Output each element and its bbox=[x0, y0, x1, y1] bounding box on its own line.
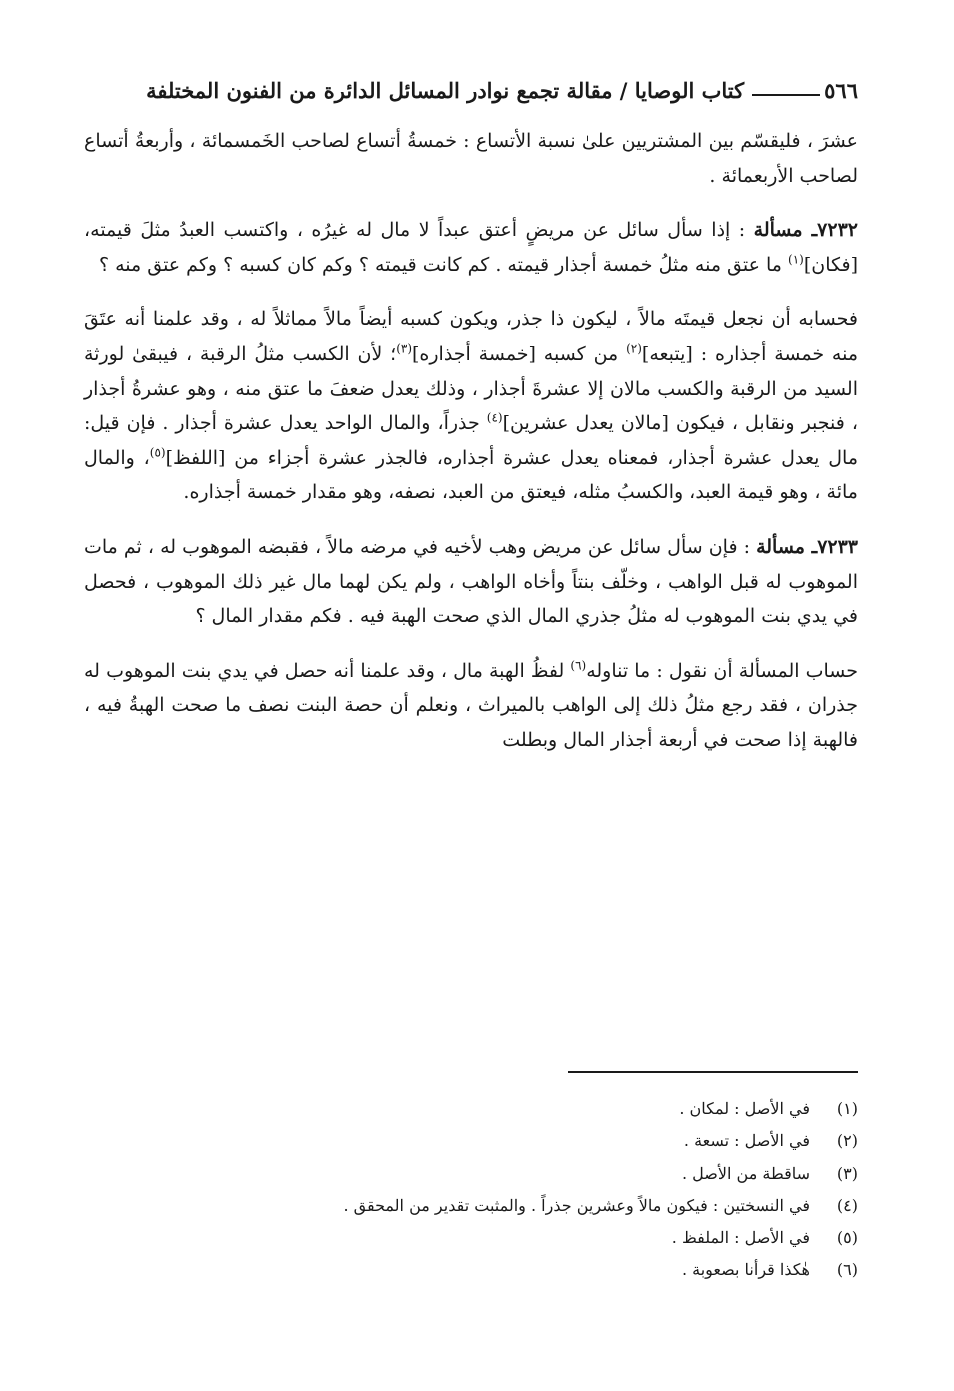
paragraph-solution-7232 bbox=[84, 302, 858, 510]
footnote-text: في النسختين : فيكون مالاً وعشرين جذراً . والمثبت تقدير من المحقق . bbox=[343, 1195, 810, 1215]
issue-number: ٧٢٣٣ـ مسألة bbox=[756, 535, 859, 558]
footnotes-list bbox=[84, 1093, 858, 1287]
footnote-ref: (٥) bbox=[149, 445, 166, 460]
paragraph-text: ما عتق منه مثلُ خمسة أجذار قيمته . كم كانت قيمته ؟ وكم كان كسبه ؟ وكم عتق منه ؟ bbox=[98, 253, 789, 276]
paragraph-text: فحسابه أن نجعل قيمتَه مالاً ، ليكون ذا جذر، ويكون كسبه أيضاً مالاً مماثلاً له ، وقد علمنا أنه عتَقَ منه خمسة أجذاره : [يتبعه] bbox=[84, 308, 859, 365]
footnote-item bbox=[84, 1254, 858, 1286]
footnote-ref: (٦) bbox=[570, 658, 587, 673]
footnote-number: (٤) bbox=[836, 1195, 858, 1215]
footnote-ref: (٢) bbox=[626, 341, 642, 356]
footnote-item bbox=[84, 1158, 858, 1190]
footnote-text: ساقطة من الأصل . bbox=[682, 1163, 810, 1183]
page-number: ٥٦٦ bbox=[824, 78, 858, 103]
footnote-number: (١) bbox=[836, 1099, 858, 1118]
paragraph-text: عشرَ ، فليقسّم بين المشتريين علىٰ نسبة الأتساع : خمسةُ أتساع لصاحب الخَمسمائة ، وأربعةُ أتساع لصاحب الأربعمائة . bbox=[84, 130, 858, 187]
issue-number: ٧٢٣٢ـ مسألة bbox=[753, 219, 858, 242]
footnote-number: (٢) bbox=[836, 1131, 858, 1151]
paragraph-text: لفظُ الهبة مال ، وقد علمنا أنه حصل في يدي بنت الموهوب له جذران ، فقد رجع مثلُ ذلك إلى الواهب بالميراث ، ونعلم أن حصة البنت نصف ما صحت الهبةُ فيه ، فالهبة إذا صحت في أربعة أجذار المال وبطلت bbox=[84, 659, 858, 751]
paragraph-text: جذراً، والمال الواحد يعدل عشرة أجذار . فإن قيل: مال يعدل عشرة أجذار، فمعناه يعدل عشرة أجذاره، فالجذر عشرة أجزاء من [اللفظ] bbox=[84, 412, 858, 469]
header-dash bbox=[752, 94, 820, 96]
footnote-number: (٦) bbox=[836, 1260, 858, 1280]
footnote-ref: (٣) bbox=[396, 341, 413, 356]
paragraph-continuation bbox=[84, 124, 858, 193]
paragraph-solution-7233 bbox=[84, 654, 858, 758]
footnote-item bbox=[84, 1190, 858, 1222]
footnote-ref: (٤) bbox=[486, 410, 503, 425]
footnote-ref: (١) bbox=[788, 252, 804, 267]
running-header bbox=[96, 78, 858, 118]
paragraph-issue-7233 bbox=[84, 530, 858, 634]
footnote-item bbox=[84, 1125, 858, 1157]
footnote-text: في الأصل : الملفظ . bbox=[671, 1228, 810, 1248]
main-text bbox=[84, 124, 858, 778]
footnote-item bbox=[84, 1093, 858, 1125]
paragraph-text: حساب المسألة أن نقول : ما تناوله bbox=[586, 659, 858, 682]
paragraph-text: ، والمال مائة ، وهو قيمة العبد، والكسبُ مثله، فيعتق من العبد، نصفه، وهو مقدار خمسة أجذاره. bbox=[84, 446, 858, 504]
footnote-text: في الأصل : لمكان . bbox=[679, 1099, 810, 1118]
paragraph-text: ؛ لأن الكسب مثلُ الرقبة ، فيبقىٰ لورثة السيد من الرقبة والكسب مالان إلا عشرةَ أجذار ، وذلك يعدل ضعفَ ما عتق منه ، وهو عشرةُ أجذار ، فنجبر ونقابل ، فيكون [مالان يعدل عشرين] bbox=[84, 342, 858, 435]
footnote-separator bbox=[568, 1071, 858, 1073]
paragraph-text: : إذا سأل سائل عن مريضٍ أعتق عبداً لا مال له غيرُه ، واكتسب العبدُ مثلَ قيمته، [فكان] bbox=[84, 219, 858, 276]
running-title: كتاب الوصايا / مقالة تجمع نوادر المسائل الدائرة من الفنون المختلفة bbox=[146, 78, 745, 103]
footnote-text: هٰكذا قرأنا بصعوبة . bbox=[681, 1260, 810, 1280]
paragraph-text: من كسبه [خمسة أجذاره] bbox=[412, 342, 627, 365]
paragraph-issue-7232 bbox=[84, 213, 858, 282]
footnote-number: (٣) bbox=[836, 1163, 858, 1183]
paragraph-text: : فإن سأل سائل عن مريض وهب لأخيه في مرضه مالاً ، فقبضه الموهوب له ، ثم مات الموهوب له قبل الواهب ، وخلّف بنتاً وأخاه الواهب ، ولم يكن لهما مال غير ذلك الموهوب ، فحصل في يدي بنت الموهوب له مثلُ جذري المال الذي صحت الهبة فيه . فكم مقدار المال ؟ bbox=[84, 535, 858, 628]
footnote-item bbox=[84, 1222, 858, 1254]
footnote-text: في الأصل : تسعة . bbox=[683, 1131, 810, 1151]
footnote-number: (٥) bbox=[836, 1228, 858, 1248]
